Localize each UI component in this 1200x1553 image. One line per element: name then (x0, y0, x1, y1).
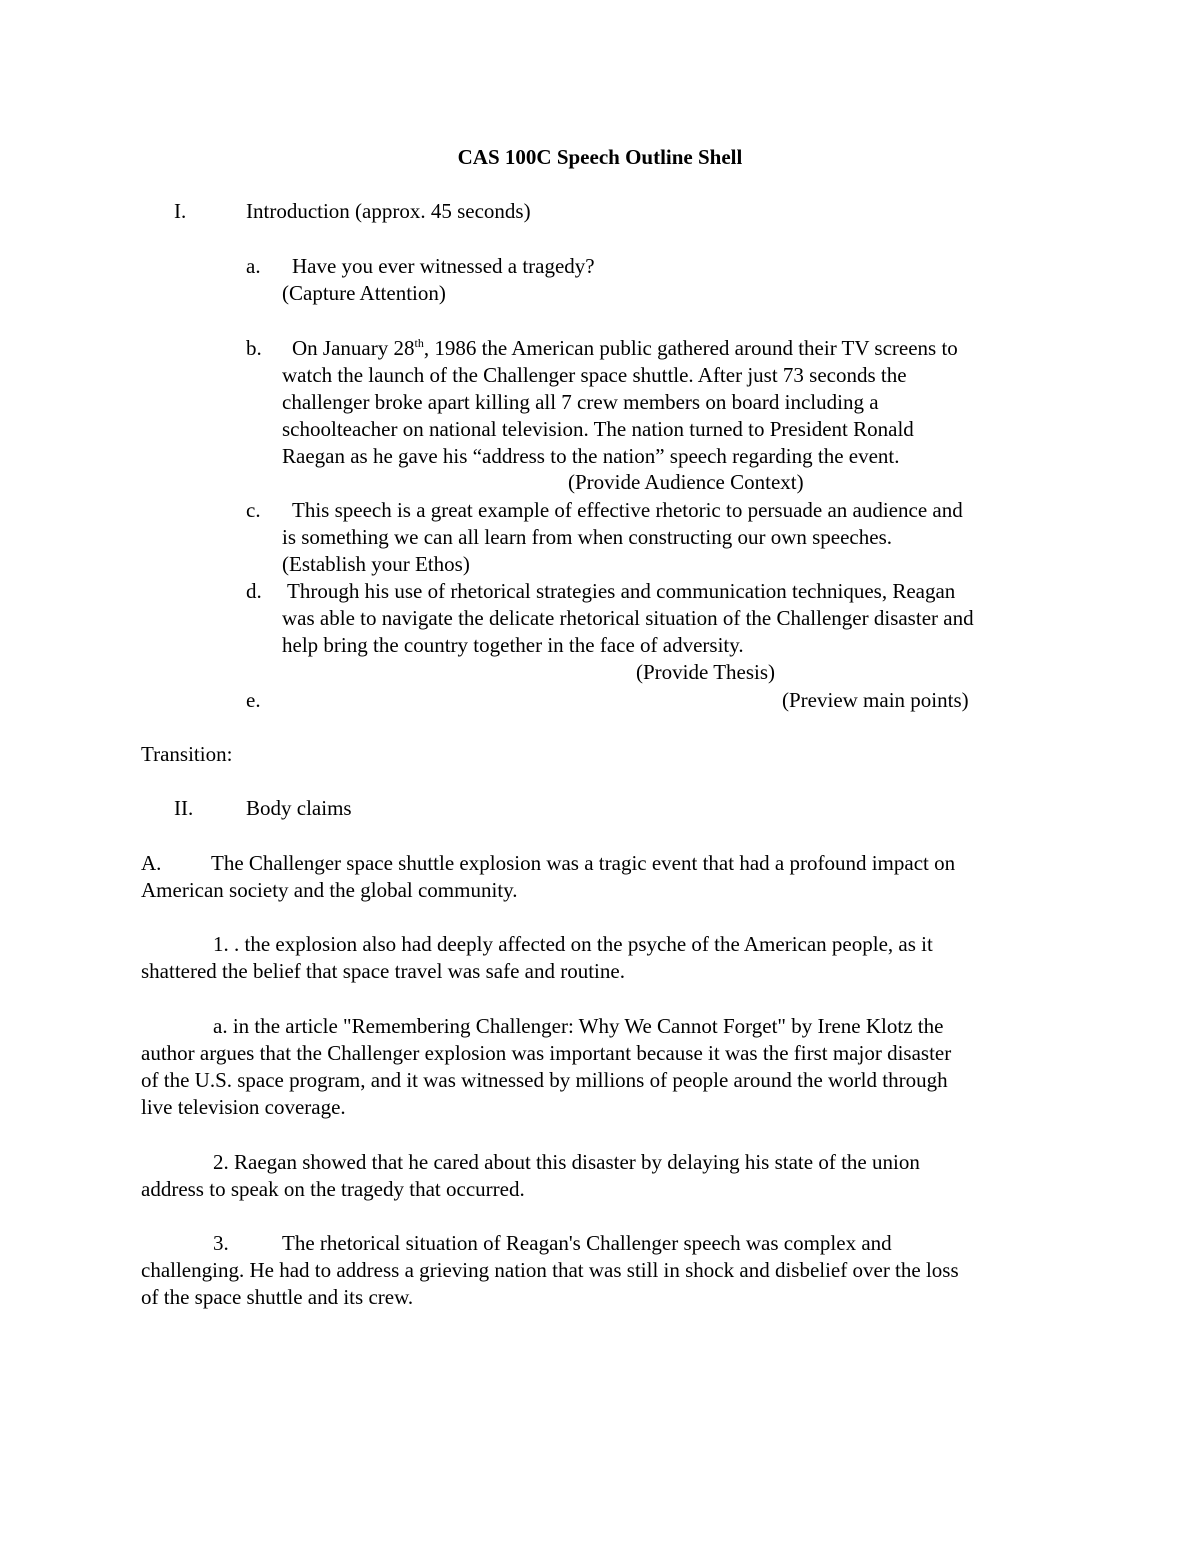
point-3-line-1: The rhetorical situation of Reagan's Challenger speech was complex and (282, 1231, 892, 1255)
item-b-line-5: Raegan as he gave his “address to the nation” speech regarding the event. (282, 444, 900, 468)
item-marker-d: d. (246, 579, 262, 603)
item-d-line-1: Through his use of rhetorical strategies and communication techniques, Reagan (287, 579, 956, 603)
item-c-line-1: This speech is a great example of effective rhetoric to persuade an audience and (292, 498, 963, 522)
item-marker-c: c. (246, 498, 261, 522)
item-marker-b: b. (246, 336, 262, 360)
point-1a-line-4: live television coverage. (141, 1095, 346, 1119)
point-3-line-3: of the space shuttle and its crew. (141, 1285, 414, 1309)
item-b-label: (Provide Audience Context) (568, 470, 804, 494)
item-e-label: (Preview main points) (782, 688, 969, 712)
claim-a-line-2: American society and the global community. (141, 878, 518, 902)
section-numeral-body: II. (174, 796, 194, 820)
point-1-line-2: shattered the belief that space travel was safe and routine. (141, 959, 625, 983)
point-1a-line-3: of the U.S. space program, and it was witnessed by millions of people around the world through (141, 1068, 948, 1092)
item-b-line-3: challenger broke apart killing all 7 crew members on board including a (282, 390, 879, 414)
point-3-line-2: challenging. He had to address a grieving nation that was still in shock and disbelief over the loss (141, 1258, 959, 1282)
item-b-line-1-post: , 1986 the American public gathered around their TV screens to (423, 336, 958, 360)
section-heading-body: Body claims (246, 796, 352, 820)
item-b-line-2: watch the launch of the Challenger space shuttle. After just 73 seconds the (282, 363, 907, 387)
item-a-line-1: Have you ever witnessed a tragedy? (292, 254, 595, 278)
section-numeral-intro: I. (174, 199, 187, 223)
item-b-ordinal-sup: th (414, 336, 424, 350)
point-2-line-1: 2. Raegan showed that he cared about this disaster by delaying his state of the union (213, 1150, 920, 1174)
item-b-line-4: schoolteacher on national television. The nation turned to President Ronald (282, 417, 914, 441)
item-d-line-3: help bring the country together in the face of adversity. (282, 633, 744, 657)
item-a-label: (Capture Attention) (282, 281, 446, 305)
item-marker-a: a. (246, 254, 261, 278)
point-1a-line-2: author argues that the Challenger explosion was important because it was the first major disaster (141, 1041, 952, 1065)
page-title: CAS 100C Speech Outline Shell (457, 145, 743, 169)
point-2-line-2: address to speak on the tragedy that occurred. (141, 1177, 525, 1201)
item-d-label: (Provide Thesis) (636, 660, 776, 684)
point-1a-line-1: a. in the article "Remembering Challenger: Why We Cannot Forget" by Irene Klotz the (213, 1014, 944, 1038)
item-marker-e: e. (246, 688, 261, 712)
point-1-line-1: 1. . the explosion also had deeply affected on the psyche of the American people, as it (213, 932, 933, 956)
item-c-line-2: is something we can all learn from when constructing our own speeches. (282, 525, 892, 549)
item-b-line-1-pre: On January 28 (292, 336, 415, 360)
claim-a-line-1: The Challenger space shuttle explosion was a tragic event that had a profound impact on (211, 851, 956, 875)
item-c-label: (Establish your Ethos) (282, 552, 470, 576)
transition-label: Transition: (141, 742, 233, 766)
item-b-line-1 (292, 335, 958, 362)
claim-marker-a: A. (141, 851, 162, 875)
item-d-line-2: was able to navigate the delicate rhetorical situation of the Challenger disaster and (282, 606, 974, 630)
point-3-marker: 3. (213, 1231, 229, 1255)
section-heading-intro: Introduction (approx. 45 seconds) (246, 199, 531, 223)
